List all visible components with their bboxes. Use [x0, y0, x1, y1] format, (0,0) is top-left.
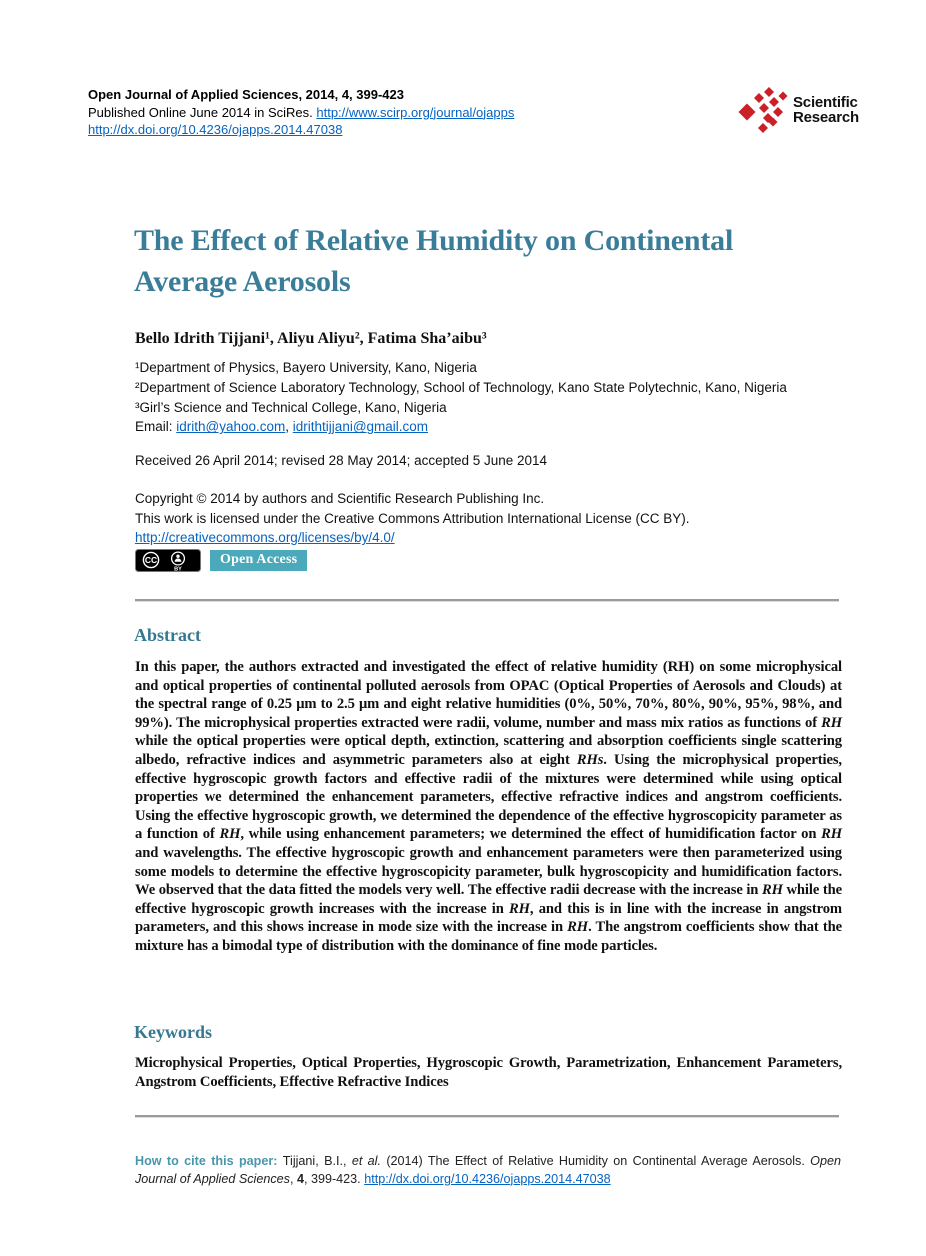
abstract-text: In this paper, the authors extracted and investigated the effect of relative humidity (RH) on some microphysical and optical properties of continental polluted aerosols from OPAC (Optical Properties of Aerosols and Clouds) at the spectral range of 0.25 μm to 2.5 μm and eight relative humidities (0%, 50%, 70%, 80%, 90%, 95%, 98%, and 99%). The microphysical properties extracted were radii, volume, number and mass mix ratios as functions of RH while the optical properties were optical depth, extinction, scattering and absorption coefficients single scattering albedo, refractive indices and asymmetric parameters also at eight RHs. Using the microphysical properties, effective hygroscopic growth factors and effective radii of the mixtures were determined while using optical properties we determined the enhancement parameters, effective refractive indices and angstrom coefficients. Using the effective hygroscopic growth, we determined the dependence of the effective hygroscopicity parameter as a function of RH, while using enhancement parameters; we determined the effect of humidification factor on RH and wavelengths. The effective hygroscopic growth and enhancement parameters were then parameterized using some models to determine the effective hygroscopicity parameter, bulk hygroscopicity and humidification factors. We observed that the data fitted the models very well. The effective radii decrease with the increase in RH while the effective hygroscopic growth increases with the increase in RH, and this is in line with the increase in angstrom parameters, and this shows increase in mode size with the increase in RH. The angstrom coefficients show that the mixture has a bimodal type of distribution with the dominance of fine mode particles.	[135, 659, 842, 954]
affiliation-1: ¹Department of Physics, Bayero University, Kano, Nigeria	[135, 360, 477, 375]
scirp-diamonds-icon	[736, 85, 788, 135]
cc-label: CC	[144, 554, 158, 565]
journal-header	[88, 86, 514, 139]
license-line: This work is licensed under the Creative Commons Attribution International License (CC BY).	[135, 510, 690, 526]
email-separator: ,	[285, 419, 293, 435]
license-link[interactable]: http://creativecommons.org/licenses/by/4.0/	[135, 530, 395, 545]
affiliation-3: ³Girl’s Science and Technical College, Kano, Nigeria	[135, 399, 447, 415]
keywords-text: Microphysical Properties, Optical Properties, Hygroscopic Growth, Parametrization, Enhancement Parameters, Angstrom Coefficients, Effective Refractive Indices	[135, 1055, 842, 1090]
copyright-block	[135, 489, 690, 548]
logo-line2: Research	[793, 109, 859, 126]
how-to-cite: How to cite this paper: Tijjani, B.I., et al. (2014) The Effect of Relative Humidity on Continental Average Aerosols. Open Journal of Applied Sciences, 4, 399-423. http://dx.doi.org/10.4236/ojapps.2014.47038	[135, 1154, 841, 1186]
by-label: BY	[174, 566, 182, 572]
badge-row	[135, 548, 307, 572]
paper-title: The Effect of Relative Humidity on Continental Average Aerosols	[134, 224, 734, 298]
abstract-heading: Abstract	[134, 625, 201, 645]
authors-line: Bello Idrith Tijjani¹, Aliyu Aliyu², Fatima Sha’aibu³	[135, 330, 487, 347]
email-prefix: Email:	[135, 419, 177, 435]
scientific-research-logo	[736, 85, 859, 135]
cc-by-icon[interactable]	[135, 549, 201, 572]
published-prefix: Published Online June 2014 in SciRes.	[88, 104, 317, 120]
doi-line	[88, 121, 514, 139]
doi-link[interactable]: http://dx.doi.org/10.4236/ojapps.2014.47038	[88, 122, 343, 137]
divider-bottom	[135, 1115, 839, 1117]
keywords-heading: Keywords	[134, 1022, 212, 1042]
logo-line1: Scientific	[793, 93, 858, 111]
email-link-2[interactable]: idrithtijjani@gmail.com	[292, 419, 429, 435]
published-line	[88, 104, 514, 122]
divider-top	[135, 599, 839, 601]
email-line	[135, 417, 787, 437]
email-link-1[interactable]: idrith@yahoo.com	[176, 419, 286, 435]
journal-citation-line: Open Journal of Applied Sciences, 2014, 4, 399-423	[88, 87, 404, 102]
logo-wordmark	[793, 95, 859, 126]
affiliation-2: ²Department of Science Laboratory Technology, School of Technology, Kano State Polytechnic, Kano, Nigeria	[135, 379, 787, 395]
copyright-line: Copyright © 2014 by authors and Scientific Research Publishing Inc.	[135, 491, 545, 506]
open-access-badge[interactable]: Open Access	[210, 550, 307, 571]
affiliations-block	[135, 358, 787, 437]
received-line: Received 26 April 2014; revised 28 May 2014; accepted 5 June 2014	[135, 453, 548, 468]
journal-link[interactable]: http://www.scirp.org/journal/ojapps	[316, 104, 515, 120]
